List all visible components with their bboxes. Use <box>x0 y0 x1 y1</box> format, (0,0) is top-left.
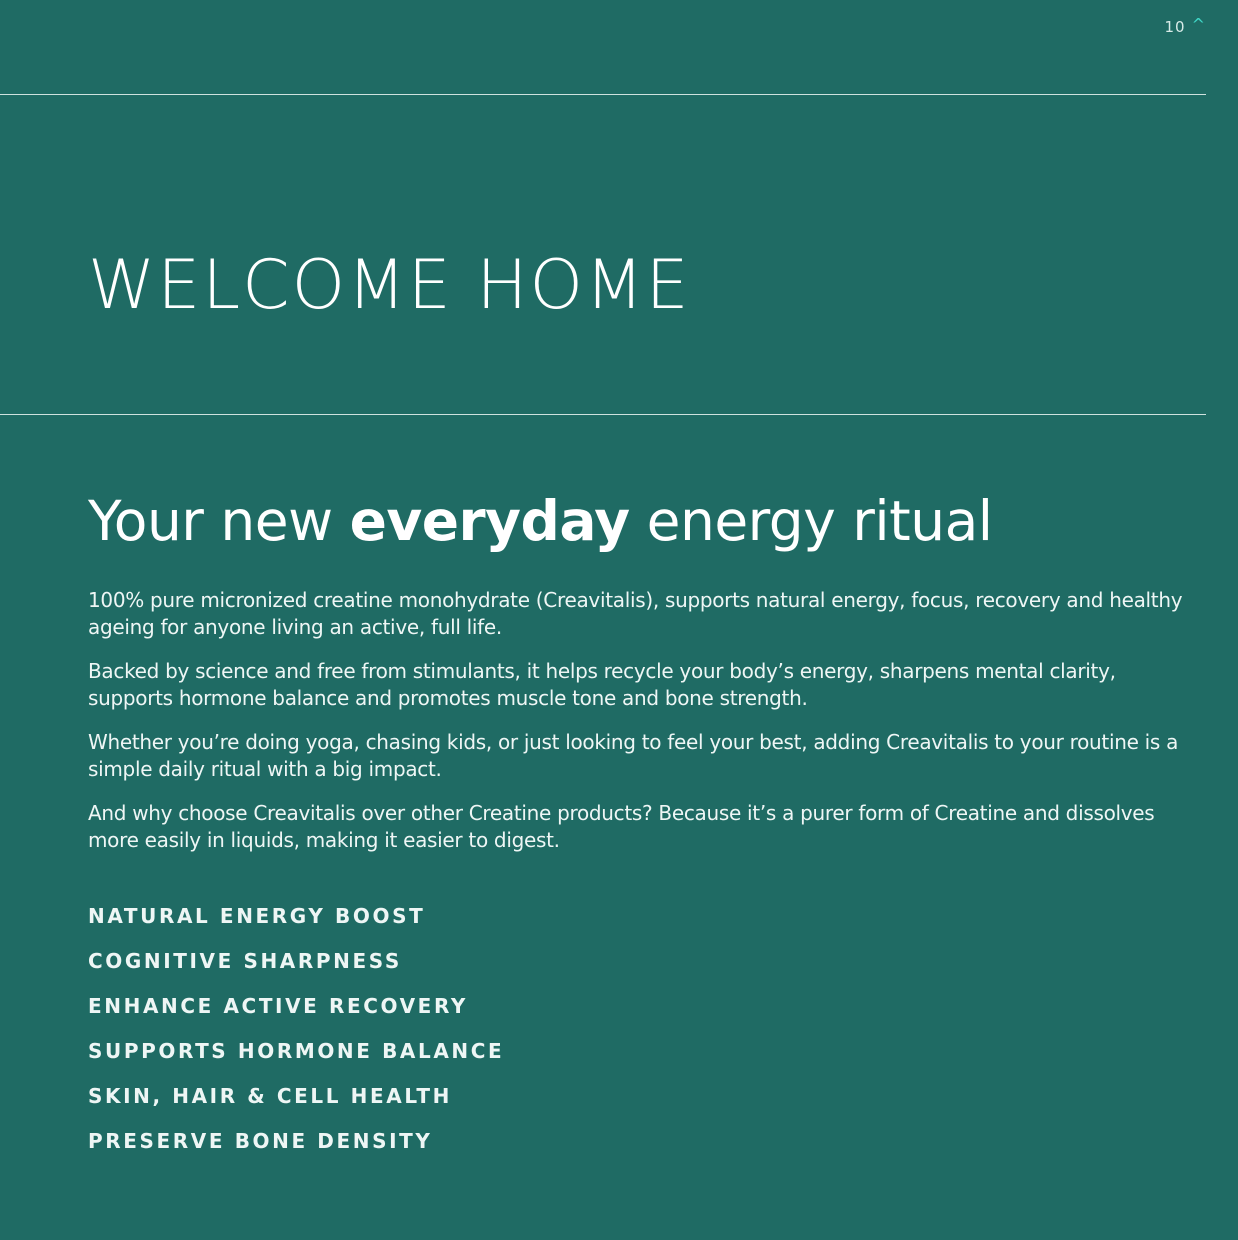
headline <box>88 488 993 554</box>
headline-emphasis: everyday <box>349 489 630 553</box>
benefit-item: SUPPORTS HORMONE BALANCE <box>88 1039 505 1063</box>
page-title: WELCOME HOME <box>88 246 691 325</box>
body-paragraph: And why choose Creavitalis over other Creatine products? Because it’s a purer form of Creatine and dissolves more easily in liquids, making it easier to digest. <box>88 801 1155 852</box>
body-paragraph: Backed by science and free from stimulants, it helps recycle your body’s energy, sharpens mental clarity, supports hormone balance and promotes muscle tone and bone strength. <box>88 659 1116 710</box>
headline-part2: energy ritual <box>629 489 993 553</box>
caret-up-icon[interactable]: ^ <box>1191 15 1206 34</box>
page-number <box>1164 15 1207 36</box>
benefit-item: ENHANCE ACTIVE RECOVERY <box>88 994 468 1018</box>
benefit-item: COGNITIVE SHARPNESS <box>88 949 402 973</box>
benefit-item: NATURAL ENERGY BOOST <box>88 904 426 928</box>
benefit-item: PRESERVE BONE DENSITY <box>88 1129 433 1153</box>
benefit-item: SKIN, HAIR & CELL HEALTH <box>88 1084 452 1108</box>
body-paragraph: Whether you’re doing yoga, chasing kids, or just looking to feel your best, adding Creavitalis to your routine is a simple daily ritual with a big impact. <box>88 730 1179 781</box>
top-divider <box>0 94 1206 95</box>
body-paragraph: 100% pure micronized creatine monohydrate (Creavitalis), supports natural energy, focus, recovery and healthy ageing for anyone living an active, full life. <box>88 588 1183 639</box>
headline-part1: Your new <box>88 489 350 553</box>
page-number-label: 10 <box>1164 18 1186 36</box>
body-copy <box>88 587 1198 871</box>
bottom-divider <box>0 414 1206 415</box>
benefits-list <box>88 903 504 1173</box>
